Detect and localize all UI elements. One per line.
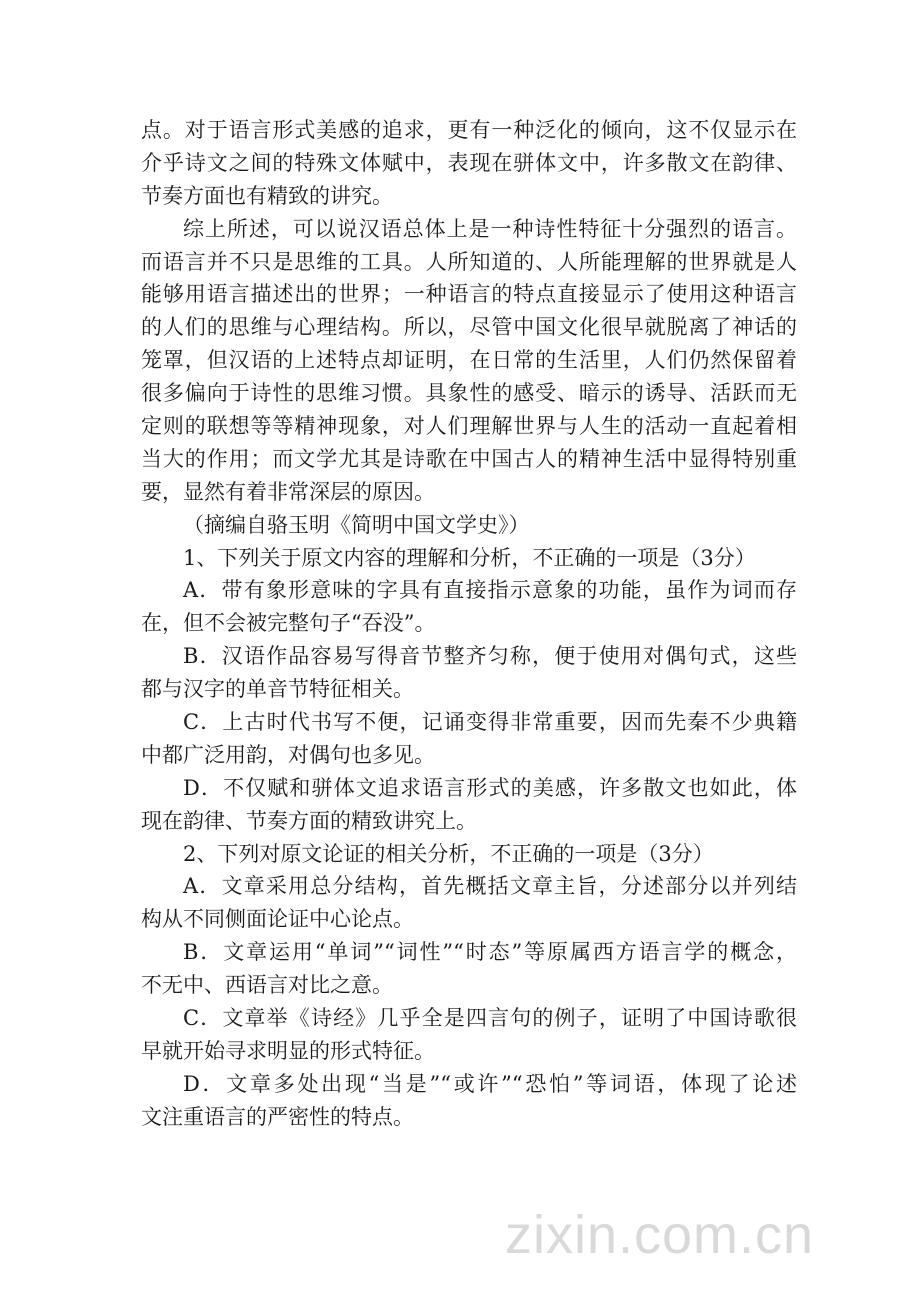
- text-line: D．不仅赋和骈体文追求语言形式的美感，许多散文也如此，体: [183, 775, 797, 800]
- text-line: 现在韵律、节奏方面的精致讲究上。: [141, 808, 477, 833]
- text-line: 文注重语言的严密性的特点。: [141, 1104, 414, 1129]
- text-line: 都与汉字的单音节特征相关。: [141, 677, 414, 702]
- text-line: D．文章多处出现“当是”“或许”“恐怕”等词语，体现了论述: [183, 1071, 797, 1096]
- text-line: 1、下列关于原文内容的理解和分析，不正确的一项是（3分）: [183, 545, 756, 570]
- text-line: 而语言并不只是思维的工具。人所知道的、人所能理解的世界就是人: [141, 249, 797, 274]
- text-line: 不无中、西语言对比之意。: [141, 973, 393, 998]
- text-line: C．上古时代书写不便，记诵变得非常重要，因而先秦不少典籍: [183, 710, 797, 735]
- text-line: 笼罩，但汉语的上述特点却证明，在日常的生活里，人们仍然保留着: [141, 348, 797, 373]
- paragraph: [141, 509, 797, 542]
- text-line: 当大的作用；而文学尤其是诗歌在中国古人的精神生活中显得特别重: [141, 446, 797, 471]
- paragraph: [141, 838, 797, 871]
- text-line: 2、下列对原文论证的相关分析，不正确的一项是（3分）: [183, 841, 714, 866]
- text-line: A．文章采用总分结构，首先概括文章主旨，分述部分以并列结: [183, 874, 797, 899]
- text-line: C．文章举《诗经》几乎全是四言句的例子，证明了中国诗歌很: [183, 1006, 797, 1031]
- paragraph: [141, 213, 797, 509]
- paragraph: [141, 772, 797, 838]
- paragraph: [141, 1002, 797, 1068]
- text-line: A．带有象形意味的字具有直接指示意象的功能，虽作为词而存: [183, 578, 797, 603]
- text-line: 的人们的思维与心理结构。所以，尽管中国文化很早就脱离了神话的: [141, 315, 797, 340]
- paragraph: [141, 542, 797, 575]
- watermark: zixin.com.cn: [505, 1205, 815, 1265]
- paragraph: [141, 574, 797, 640]
- text-line: B．文章运用“单词”“词性”“时态”等原属西方语言学的概念，: [183, 940, 797, 965]
- text-line: 点。对于语言形式美感的追求，更有一种泛化的倾向，这不仅显示在: [141, 118, 797, 142]
- text-line: （摘编自骆玉明《简明中国文学史》）: [183, 512, 530, 537]
- text-line: B．汉语作品容易写得音节整齐匀称，便于使用对偶句式，这些: [183, 644, 797, 669]
- text-line: 节奏方面也有精致的讲究。: [141, 183, 393, 208]
- text-line: 定则的联想等等精神现象，对人们理解世界与人生的活动一直起着相: [141, 414, 797, 439]
- text-line: 很多偏向于诗性的思维习惯。具象性的感受、暗示的诱导、活跃而无: [141, 381, 797, 406]
- text-line: 中都广泛用韵，对偶句也多见。: [141, 742, 435, 767]
- paragraph: [141, 936, 797, 1002]
- text-line: 早就开始寻求明显的形式特征。: [141, 1038, 435, 1063]
- text-line: 能够用语言描述出的世界；一种语言的特点直接显示了使用这种语言: [141, 282, 797, 307]
- text-line: 要，显然有着非常深层的原因。: [141, 479, 435, 504]
- text-line: 构从不同侧面论证中心论点。: [141, 907, 414, 932]
- text-line: 介乎诗文之间的特殊文体赋中，表现在骈体文中，许多散文在韵律、: [141, 150, 797, 175]
- paragraph: [141, 706, 797, 772]
- document-body: [141, 114, 797, 1134]
- paragraph: [141, 1068, 797, 1134]
- paragraph: [141, 870, 797, 936]
- text-line: 在，但不会被完整句子“吞没”。: [141, 611, 436, 636]
- paragraph: [141, 640, 797, 706]
- text-line: 综上所述，可以说汉语总体上是一种诗性特征十分强烈的语言。: [183, 216, 797, 241]
- paragraph: [141, 114, 797, 213]
